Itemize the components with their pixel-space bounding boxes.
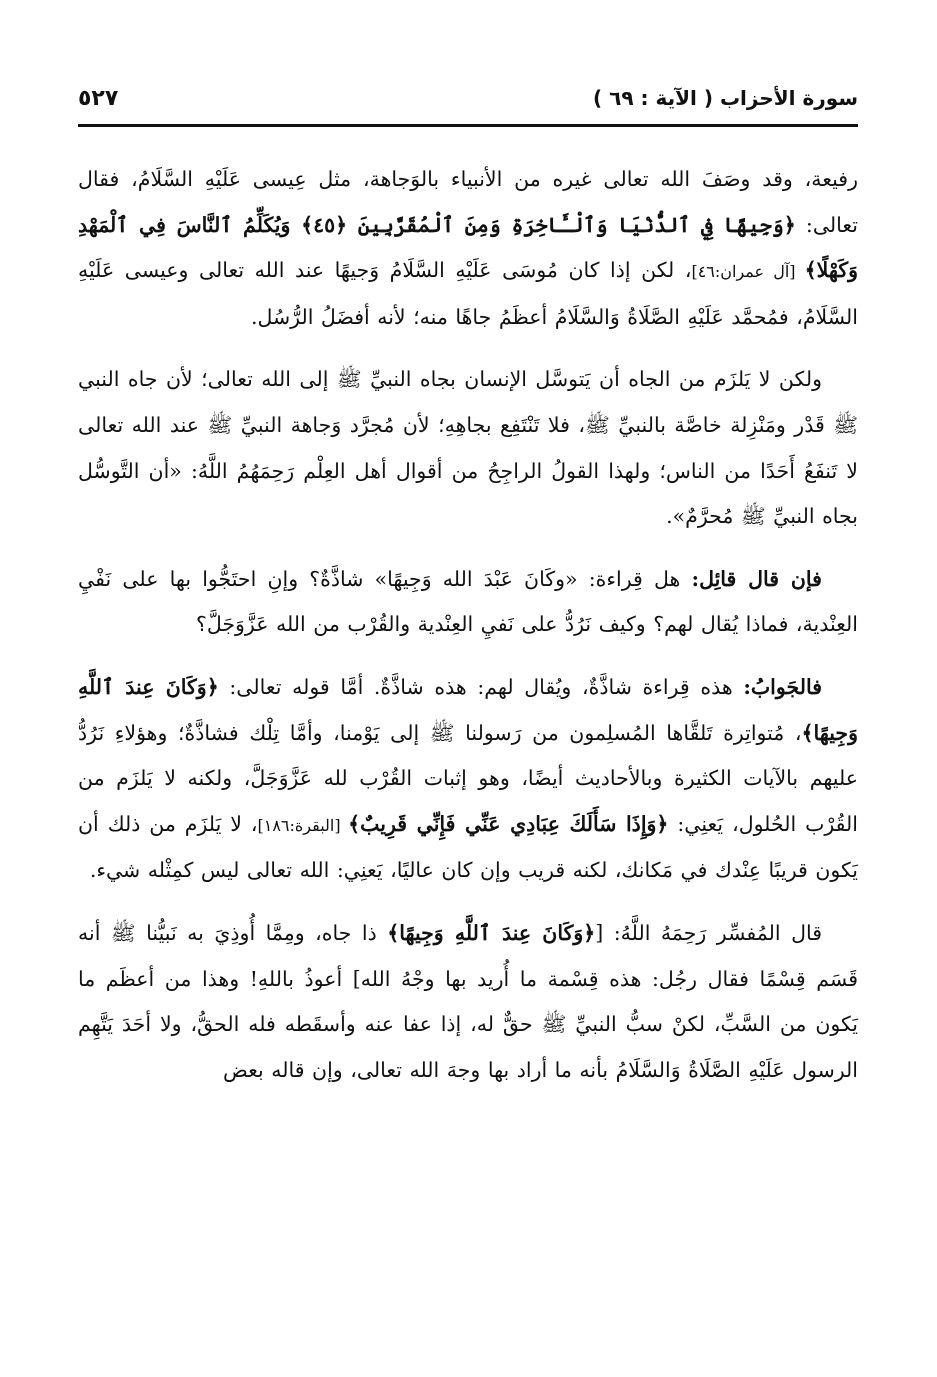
quran-verse: ﴿وَجِيهًا فِي ٱلدُّنْيَا وَٱلْـَٔاخِرَةِ وَمِنَ ٱلْمُقَرَّبِينَ ﴿٤٥﴾ وَيُكَلِّمُ ٱلنَّاسَ فِي ٱلْمَهْدِ وَكَهْلًا﴾ bbox=[78, 212, 858, 283]
book-page bbox=[78, 80, 858, 1310]
paragraph-text: هذه قِراءة شاذَّةٌ، ويُقال لهم: هذه شاذَّةٌ. أمَّا قوله تعالى: bbox=[218, 674, 744, 699]
paragraph-text: ، لكن إذا كان مُوسَى عَلَيْهِ السَّلَامُ وَجيهًا عند الله تعالى وعيسى عَلَيْهِ السَّلَامُ، فمُحمَّد عَلَيْهِ الصَّلَاةُ وَالسَّلَامُ أعظَمُ جاهًا منه؛ لأنه أفضَلُ الرُّسُل. bbox=[78, 258, 858, 329]
paragraph-1 bbox=[78, 157, 858, 340]
page-body bbox=[78, 157, 858, 1093]
paragraph-4 bbox=[78, 665, 858, 894]
quran-verse: ﴿وَكَانَ عِندَ ٱللَّهِ وَجِيهًا﴾ bbox=[387, 920, 596, 945]
paragraph-text: رفيعة، وقد وصَفَ الله تعالى غيره من الأنبياء بالوَجاهة، مثل عِيسى عَلَيْهِ السَّلَامُ، فقال تعالى: bbox=[78, 167, 858, 237]
paragraph-2 bbox=[78, 357, 858, 539]
surah-title: سورة الأحزاب ( الآية : ٦٩ ) bbox=[593, 86, 858, 110]
paragraph-text: هل قِراءة: «وكَانَ عَبْدَ الله وَجِيهًا» شاذَّةٌ؟ وإنِ احتَجُّوا بها على نَفْيِ العِنْدية، فماذا يُقال لهم؟ وكيف نَرُدُّ على نَفيِ العِنْدية والقُرْب من الله عَزَّوَجَلَّ؟ bbox=[78, 566, 858, 637]
paragraph-text: قال المُفسِّر رَحِمَهُ اللَّهُ: [ bbox=[595, 920, 823, 945]
verse-reference: [آل عمران:٤٦] bbox=[691, 262, 805, 282]
paragraph-text: ذا جاه، ومِمَّا أُوذِيَ به نَبيُّنا ﷺ أنه قَسَم قِسْمًا فقال رجُل: هذه قِسْمة ما أُريد بها وجْهُ الله] أعوذُ باللهِ! وهذا من أعظَم ما يَكون من السَّبِّ، لكنْ سبُّ النبيِّ ﷺ حقٌّ له، إذا عفا عنه وأسقَطه فله الحقُّ، ولا أحَدَ يَتَّهِم الرسول عَلَيْهِ الصَّلَاةُ وَالسَّلَامُ بأنه ما أراد بها وجهَ الله تعالى، وإن قاله بعض bbox=[78, 920, 858, 1082]
quran-verse: ﴿وَكَانَ عِندَ ٱللَّهِ وَجِيهًا﴾ bbox=[78, 674, 858, 745]
page-header bbox=[78, 80, 858, 127]
paragraph-3 bbox=[78, 557, 858, 648]
answer-lead: فالجَوابُ: bbox=[743, 674, 822, 699]
question-lead: فإن قال قائِل: bbox=[691, 566, 822, 591]
paragraph-text: ولكن لا يَلزَم من الجاه أن يَتوسَّل الإنسان بجاه النبيِّ ﷺ إلى الله تعالى؛ لأن جاه النبي ﷺ قَدْر ومَنْزِلة خاصَّة بالنبيِّ ﷺ، فلا تَنْتَفِع بجاهِهِ؛ لأن مُجرَّد وَجاهة النبيِّ ﷺ عند الله تعالى لا تَنفَعُ أَحَدًا من الناس؛ ولهذا القولُ الراجِحُ من أقوال أهل العِلْم رَحِمَهُمُ اللَّهُ: «أن التَّوسُّل بجاه النبيِّ ﷺ مُحرَّمٌ». bbox=[78, 367, 858, 529]
paragraph-5 bbox=[78, 911, 858, 1093]
page-number: ٥٢٧ bbox=[78, 86, 119, 111]
paragraph-text: ، لا يَلزَم من ذلك أن يَكون قريبًا عِنْدك في مَكانك، لكنه قريب وإن كان عاليًا، يَعنِي: الله تعالى ليس كمِثْله شيء. bbox=[78, 811, 858, 883]
paragraph-text: ، مُتواتِرة تَلقَّاها المُسلِمون من رَسولنا ﷺ إلى يَوْمنا، وأمَّا تِلْك فشاذَّةٌ؛ وهؤلاءِ نَرُدُّ عليهم بالآيات الكثيرة وبالأحاديث أيضًا، وهو إثبات القُرْب لله عَزَّوَجَلَّ، ولكنه لا يَلزَم من القُرْب الحُلول، يَعنِي: bbox=[78, 720, 858, 836]
verse-reference: [البقرة:١٨٦] bbox=[257, 815, 349, 835]
quran-verse: ﴿وَإِذَا سَأَلَكَ عِبَادِي عَنِّي فَإِنِّي قَرِيبٌ﴾ bbox=[348, 811, 669, 836]
